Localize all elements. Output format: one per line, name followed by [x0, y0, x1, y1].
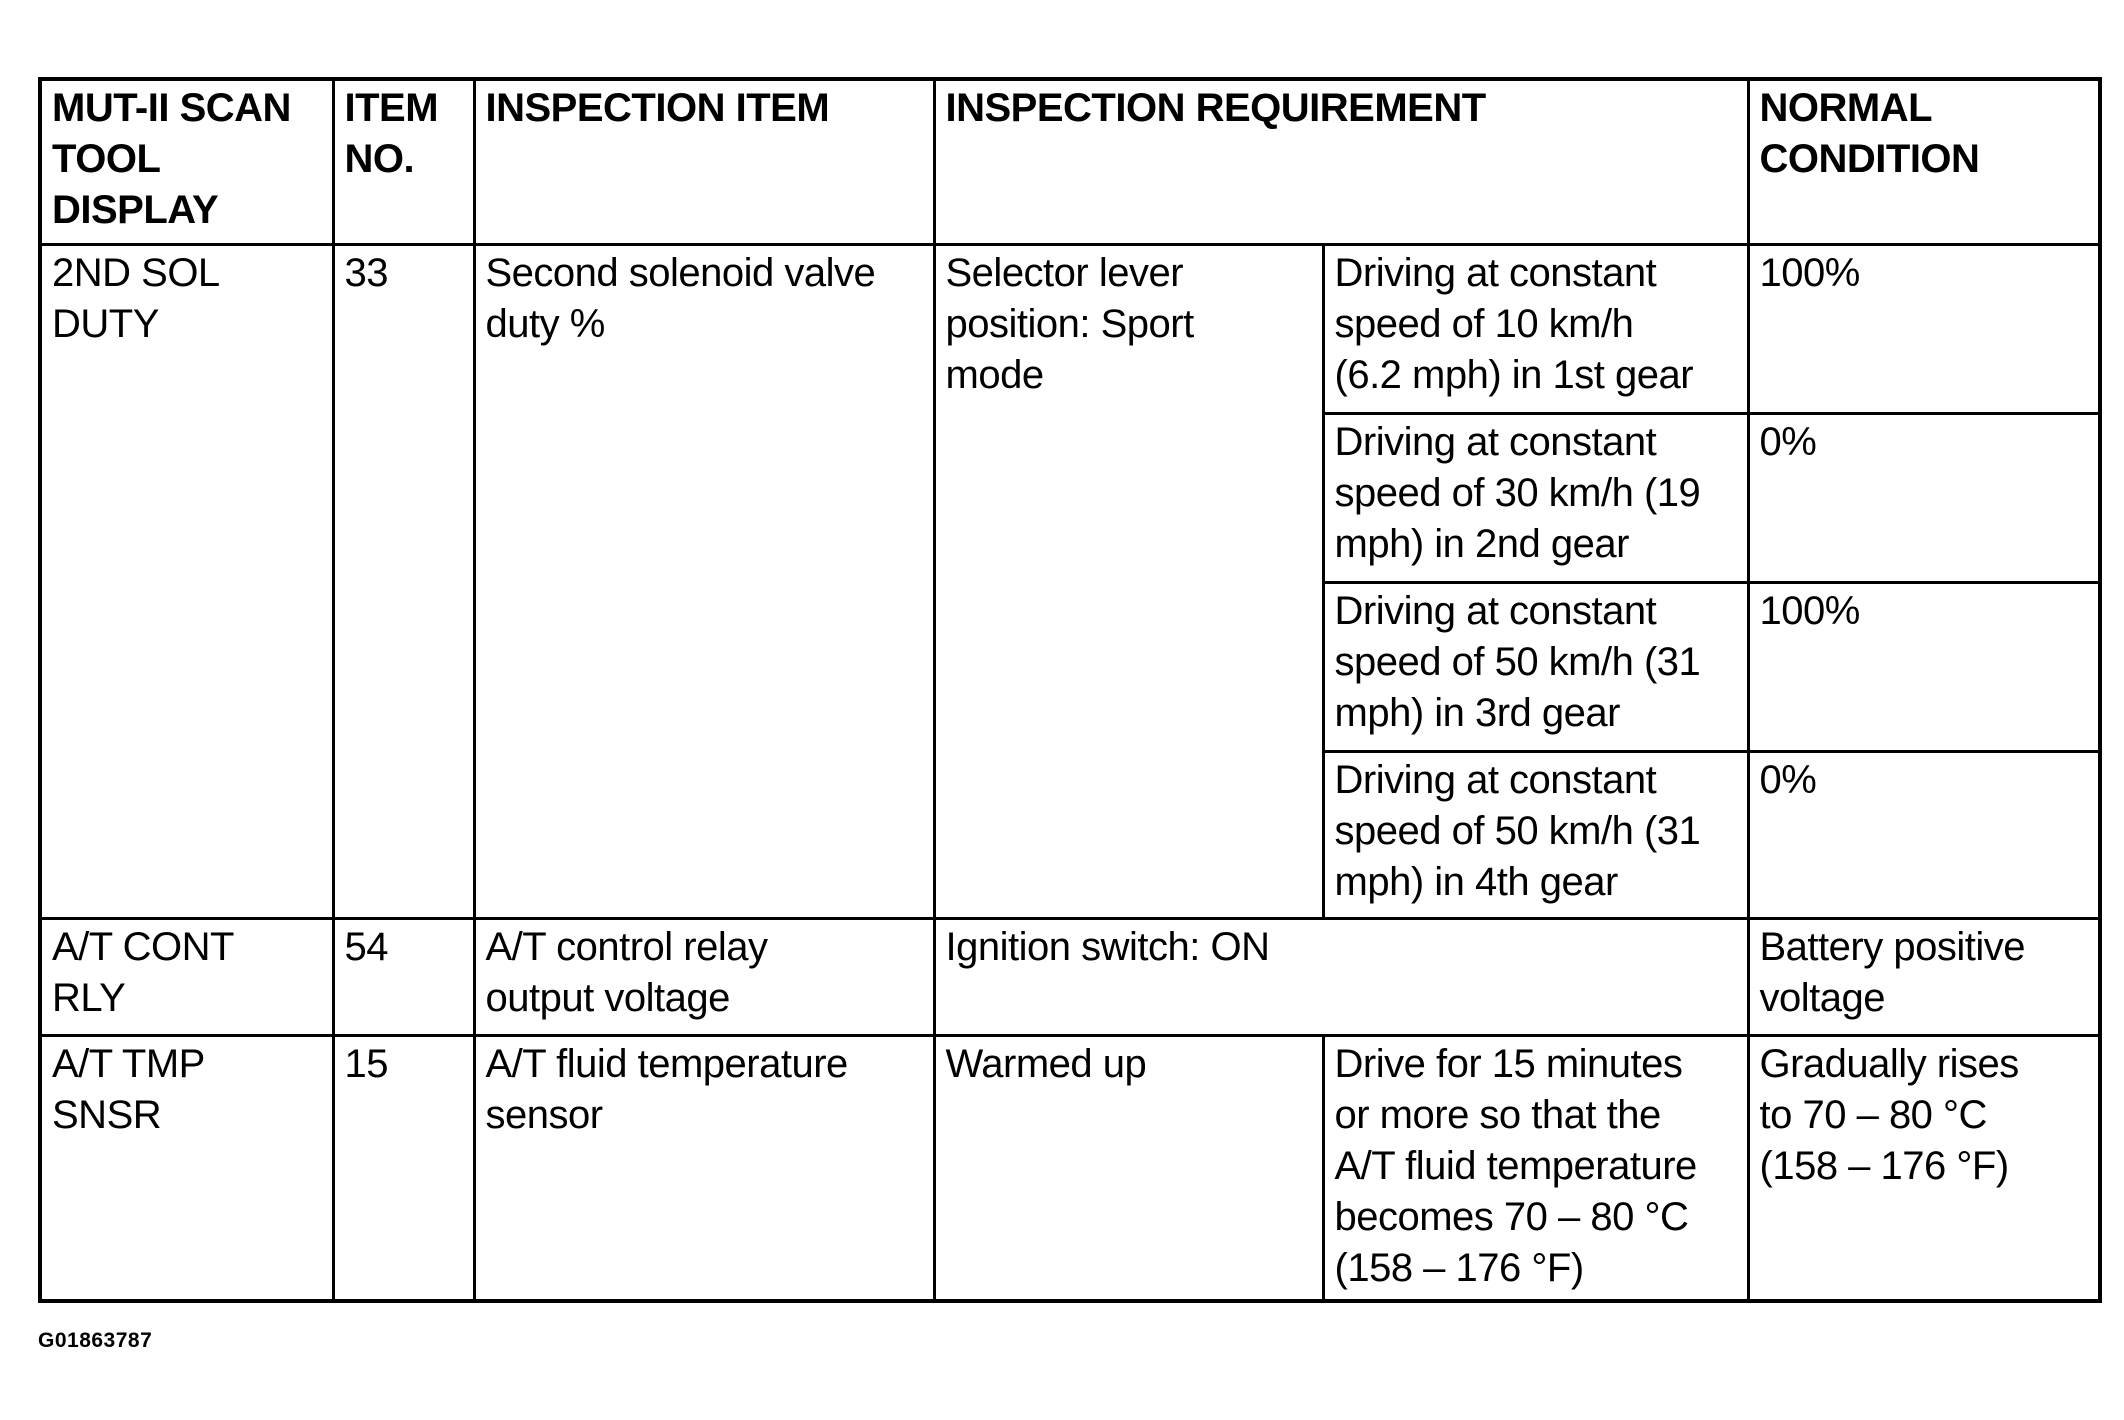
table-row: [40, 919, 2100, 1036]
inspection-item-cell: Second solenoid valve duty %: [474, 245, 934, 919]
condition-detail-cell: Driving at constant speed of 10 km/h (6.2 mph) in 1st gear: [1323, 245, 1748, 414]
header-normal-condition: NORMAL CONDITION: [1748, 79, 2100, 245]
header-item-no: ITEM NO.: [333, 79, 474, 245]
normal-condition-cell: 100%: [1748, 245, 2100, 414]
header-row: [40, 79, 2100, 245]
requirement-cell: Selector lever position: Sport mode: [934, 245, 1323, 919]
normal-condition-cell: Battery positive voltage: [1748, 919, 2100, 1036]
normal-condition-cell: 0%: [1748, 752, 2100, 919]
requirement-cell: Warmed up: [934, 1036, 1323, 1302]
condition-detail-cell: Driving at constant speed of 30 km/h (19 mph) in 2nd gear: [1323, 414, 1748, 583]
header-display: MUT-II SCAN TOOL DISPLAY: [40, 79, 333, 245]
display-cell: 2ND SOL DUTY: [40, 245, 333, 919]
table-row: [40, 245, 2100, 414]
header-inspection-item: INSPECTION ITEM: [474, 79, 934, 245]
display-cell: A/T TMP SNSR: [40, 1036, 333, 1302]
condition-detail-cell: Driving at constant speed of 50 km/h (31 mph) in 3rd gear: [1323, 583, 1748, 752]
item-no-cell: 15: [333, 1036, 474, 1302]
normal-condition-cell: 0%: [1748, 414, 2100, 583]
condition-detail-cell: Driving at constant speed of 50 km/h (31 mph) in 4th gear: [1323, 752, 1748, 919]
requirement-cell: Ignition switch: ON: [934, 919, 1748, 1036]
table-row: [40, 1036, 2100, 1302]
header-inspection-requirement: INSPECTION REQUIREMENT: [934, 79, 1748, 245]
normal-condition-cell: Gradually rises to 70 – 80 °C (158 – 176 °F): [1748, 1036, 2100, 1302]
normal-condition-cell: 100%: [1748, 583, 2100, 752]
inspection-item-cell: A/T control relay output voltage: [474, 919, 934, 1036]
item-no-cell: 33: [333, 245, 474, 919]
display-cell: A/T CONT RLY: [40, 919, 333, 1036]
inspection-table: [38, 77, 2102, 1303]
item-no-cell: 54: [333, 919, 474, 1036]
figure-id: G01863787: [38, 1329, 153, 1352]
inspection-item-cell: A/T fluid temperature sensor: [474, 1036, 934, 1302]
condition-detail-cell: Drive for 15 minutes or more so that the A/T fluid temperature becomes 70 – 80 °C (158 – 176 °F): [1323, 1036, 1748, 1302]
